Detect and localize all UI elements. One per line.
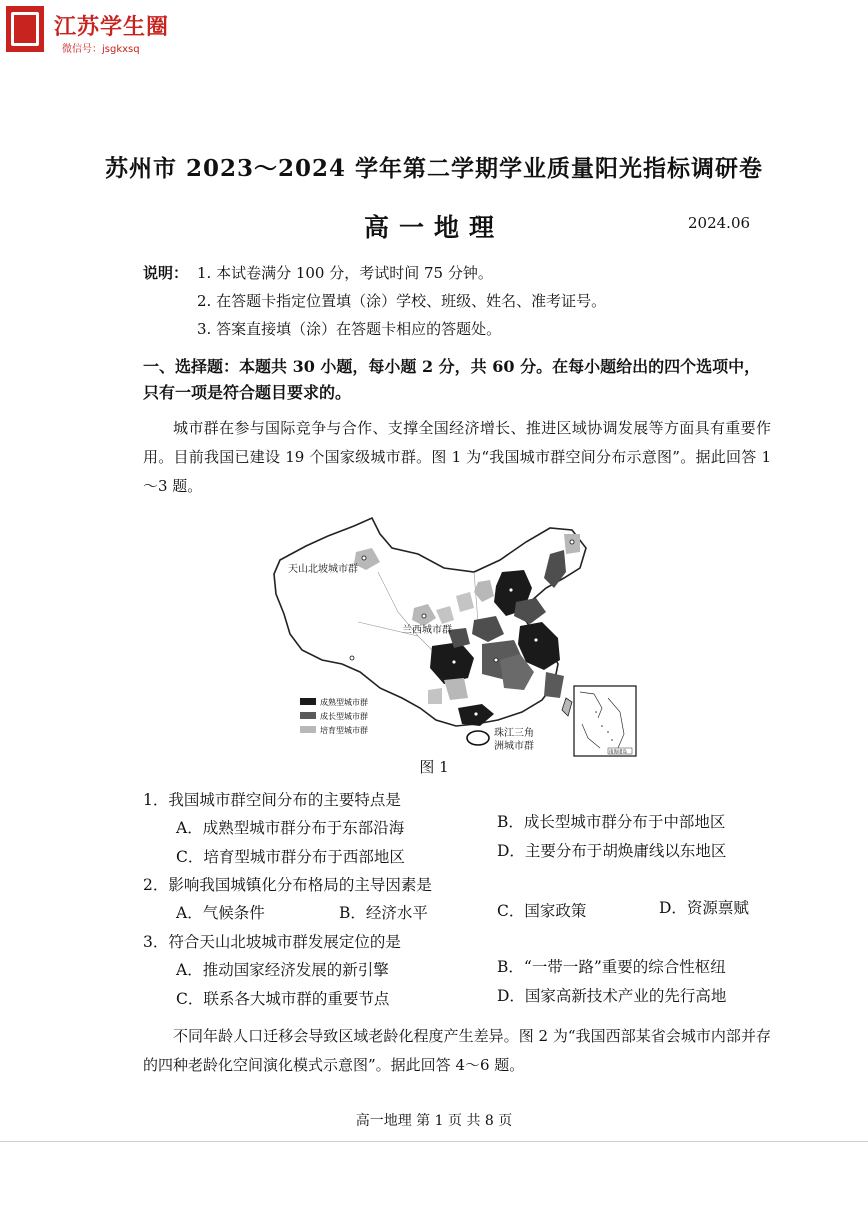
- legend-label: 培育型城市群: [320, 726, 368, 735]
- option-a: A．成熟型城市群分布于东部沿海: [176, 819, 405, 837]
- cluster-growing: [514, 598, 546, 624]
- option-a: A．气候条件: [176, 904, 265, 922]
- cluster-growing: [544, 550, 566, 588]
- label-pearl-river-2: 洲城市群: [494, 741, 534, 752]
- option-a: A．推动国家经济发展的新引擎: [176, 961, 389, 979]
- city-point: [474, 712, 478, 716]
- option-b: B．“一带一路”重要的综合性枢纽: [497, 958, 726, 976]
- inset-label: 南海诸岛: [609, 750, 627, 755]
- cluster-cultivating: [456, 592, 474, 612]
- logo-frame: [11, 12, 39, 46]
- hainan-island: [467, 731, 489, 745]
- china-city-cluster-map: [268, 512, 642, 760]
- option-c: C．培育型城市群分布于西部地区: [176, 848, 405, 866]
- city-point: [422, 614, 426, 618]
- cluster-cultivating: [444, 678, 468, 700]
- legend-swatch-growing: [300, 712, 316, 719]
- option-c: C．国家政策: [497, 902, 587, 920]
- city-point: [362, 556, 366, 560]
- city-point: [509, 588, 513, 592]
- legend-label: 成长型城市群: [320, 712, 368, 721]
- legend-label: 成熟型城市群: [320, 698, 368, 707]
- option-d: D．资源禀赋: [659, 899, 749, 917]
- figure-caption: 图 1: [419, 758, 449, 776]
- cluster-cultivating: [436, 606, 454, 624]
- legend-swatch-cultivating: [300, 726, 316, 733]
- label-pearl-river-1: 珠江三角: [494, 728, 534, 739]
- question-stem: 1．我国城市群空间分布的主要特点是: [143, 791, 401, 809]
- south-china-sea-inset: [574, 686, 636, 756]
- subject-title: 高一地理: [363, 213, 504, 242]
- instruction-item: 3. 答案直接填（涂）在答题卡相应的答题处。: [197, 320, 502, 338]
- cluster-cultivating: [474, 580, 494, 602]
- question-stem: 2．影响我国城镇化分布格局的主导因素是: [143, 876, 432, 894]
- taiwan-island: [562, 698, 572, 716]
- logo-name: 江苏学生圈: [54, 15, 170, 40]
- city-point: [570, 540, 574, 544]
- city-point: [350, 656, 354, 660]
- section-heading: 一、选择题：本题共 30 小题，每小题 2 分，共 60 分。在每小题给出的四个选项中，只有一项是符合题目要求的。: [143, 357, 761, 402]
- instruction-item: 1. 本试卷满分 100 分，考试时间 75 分钟。: [197, 264, 493, 282]
- city-point: [534, 638, 538, 642]
- option-b: B．成长型城市群分布于中部地区: [497, 813, 726, 831]
- label-tianshan: 天山北坡城市群: [288, 564, 358, 575]
- city-point: [494, 658, 498, 662]
- passage-paragraph: 城市群在参与国际竞争与合作、支撑全国经济增长、推进区域协调发展等方面具有重要作用。目前我国已建设 19 个国家级城市群。图 1 为“我国城市群空间分布示意图”。据此回答 1～3 题。: [143, 419, 771, 495]
- option-b: B．经济水平: [339, 904, 428, 922]
- city-point: [452, 660, 456, 664]
- legend-swatch-mature: [300, 698, 316, 705]
- question-stem: 3．符合天山北坡城市群发展定位的是: [143, 933, 401, 951]
- exam-title: 苏州市 2023～2024 学年第二学期学业质量阳光指标调研卷: [104, 155, 764, 182]
- option-d: D．主要分布于胡焕庸线以东地区: [497, 842, 727, 860]
- passage-paragraph: 不同年龄人口迁移会导致区域老龄化程度产生差异。图 2 为“我国西部某省会城市内部并存的四种老龄化空间演化模式示意图”。据此回答 4～6 题。: [143, 1027, 771, 1074]
- page-footer: 高一地理 第 1 页 共 8 页: [355, 1113, 513, 1129]
- logo-subtitle: 微信号：jsgkxsq: [62, 44, 140, 55]
- cluster-growing: [544, 672, 564, 698]
- cluster-cultivating: [428, 688, 442, 704]
- instruction-item: 2. 在答题卡指定位置填（涂）学校、班级、姓名、准考证号。: [197, 292, 607, 310]
- option-c: C．联系各大城市群的重要节点: [176, 990, 390, 1008]
- instructions-label: 说明：: [143, 264, 189, 282]
- footer-divider: [0, 1141, 868, 1142]
- label-lanxi: 兰西城市群: [402, 625, 452, 636]
- cluster-growing: [472, 616, 504, 642]
- exam-date: 2024.06: [688, 214, 751, 232]
- option-d: D．国家高新技术产业的先行高地: [497, 987, 727, 1005]
